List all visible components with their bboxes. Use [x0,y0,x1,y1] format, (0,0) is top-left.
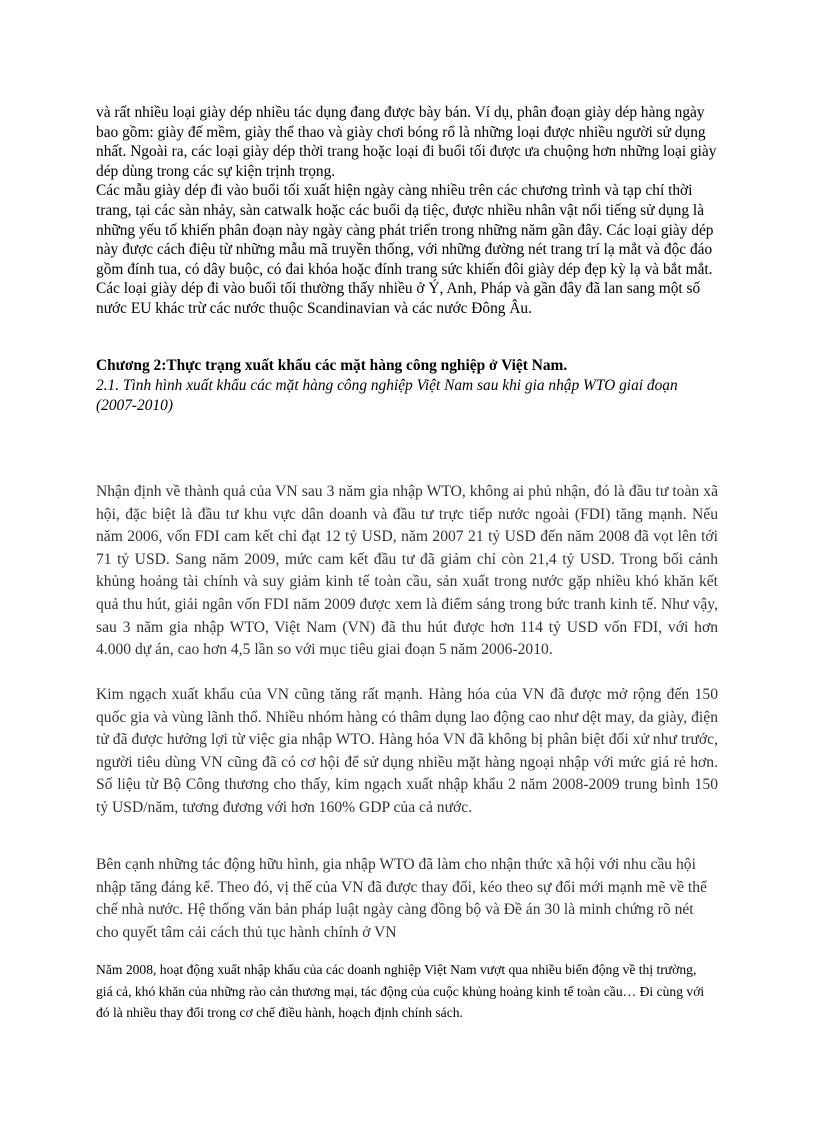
section-title: 2.1. Tình hình xuất khẩu các mặt hàng công nghiệp Việt Nam sau khi gia nhập WTO giai đoạn (2007-2010) [96,377,678,414]
intro-paragraphs [96,103,718,319]
intro-paragraph-2: Các mẫu giày dép đi vào buổi tối xuất hiện ngày càng nhiều trên các chương trình và tạp chí thời trang, tại các sàn nhảy, sàn catwalk hoặc các buổi dạ tiệc, được nhiều nhân vật nổi tiếng sử dụng là những yếu tố khiến phân đoạn này ngày càng phát triển trong những năm gần đây. Các loại giày dép này được cách điệu từ những mẫu mã truyền thống, với những đường nét trang trí lạ mắt và độc đáo gồm đính tua, có dây buộc, có đai khóa hoặc đính trang sức khiến đôi giày dép đẹp kỳ lạ và bắt mắt. Các loại giày dép đi vào buổi tối thường thấy nhiều ở Ý, Anh, Pháp và gần đây đã lan sang một số nước EU khác trừ các nước thuộc Scandinavian và các nước Đông Âu. [96,182,714,317]
chapter-title: Chương 2:Thực trạng xuất khẩu các mặt hàng công nghiệp ở Việt Nam. [96,357,568,374]
body-paragraph-fdi: Nhận định về thành quả của VN sau 3 năm gia nhập WTO, không ai phủ nhận, đó là đầu tư toàn xã hội, đặc biệt là đầu tư khu vực dân doanh và đầu tư trực tiếp nước ngoài (FDI) tăng mạnh. Nếu năm 2006, vốn FDI cam kết chỉ đạt 12 tỷ USD, năm 2007 21 tỷ USD đến năm 2008 đã vọt lên tới 71 tỷ USD. Sang năm 2009, mức cam kết đầu tư đã giảm chỉ còn 21,4 tỷ USD. Trong bối cảnh khủng hoảng tài chính và suy giảm kinh tế toàn cầu, sản xuất trong nước gặp nhiều khó khăn kết quả thu hút, giải ngân vốn FDI năm 2009 được xem là điểm sáng trong bức tranh kinh tế. Như vậy, sau 3 năm gia nhập WTO, Việt Nam (VN) đã thu hút được hơn 114 tỷ USD vốn FDI, với hơn 4.000 dự án, cao hơn 4,5 lần so với mục tiêu giai đoạn 5 năm 2006-2010. [96,483,718,659]
body-paragraph-exports: Kim ngạch xuất khẩu của VN cũng tăng rất mạnh. Hàng hóa của VN đã được mở rộng đến 150 quốc gia và vùng lãnh thổ. Nhiều nhóm hàng có thâm dụng lao động cao như dệt may, da giày, điện tử đã được hưởng lợi từ việc gia nhập WTO. Hàng hóa VN đã không bị phân biệt đối xử như trước, người tiêu dùng VN cũng đã có cơ hội để sử dụng nhiều mặt hàng ngoại nhập với mức giá rẻ hơn. Số liệu từ Bộ Công thương cho thấy, kim ngạch xuất nhập khẩu 2 năm 2008-2009 trung bình 150 tỷ USD/năm, tương đương với hơn 160% GDP của cả nước. [96,686,718,816]
body-paragraph-2008: Năm 2008, hoạt động xuất nhập khẩu của các doanh nghiệp Việt Nam vượt qua nhiều biến động về thị trường, giá cả, khó khăn của những rào cản thương mại, tác động của cuộc khủng hoảng kinh tế toàn cầu… Đi cùng với đó là nhiều thay đổi trong cơ chế điều hành, hoạch định chính sách. [96,962,705,1020]
body-paragraph-institutions: Bên cạnh những tác động hữu hình, gia nhập WTO đã làm cho nhận thức xã hội với nhu cầu hội nhập tăng đáng kể. Theo đó, vị thế của VN đã được thay đổi, kéo theo sự đổi mới mạnh mẽ về thể chế nhà nước. Hệ thống văn bản pháp luật ngày càng đồng bộ và Đề án 30 là minh chứng rõ nét cho quyết tâm cải cách thủ tục hành chính ở VN [96,856,707,941]
intro-paragraph-1: và rất nhiều loại giày dép nhiều tác dụng đang được bày bán. Ví dụ, phân đoạn giày dép hàng ngày bao gồm: giày đế mềm, giày thể thao và giày chơi bóng rổ là những loại được nhiều người sử dụng nhất. Ngoài ra, các loại giày dép thời trang hoặc loại đi buổi tối được ưa chuộng hơn những loại giày dép dùng trong các sự kiện trịnh trọng. [96,104,717,180]
